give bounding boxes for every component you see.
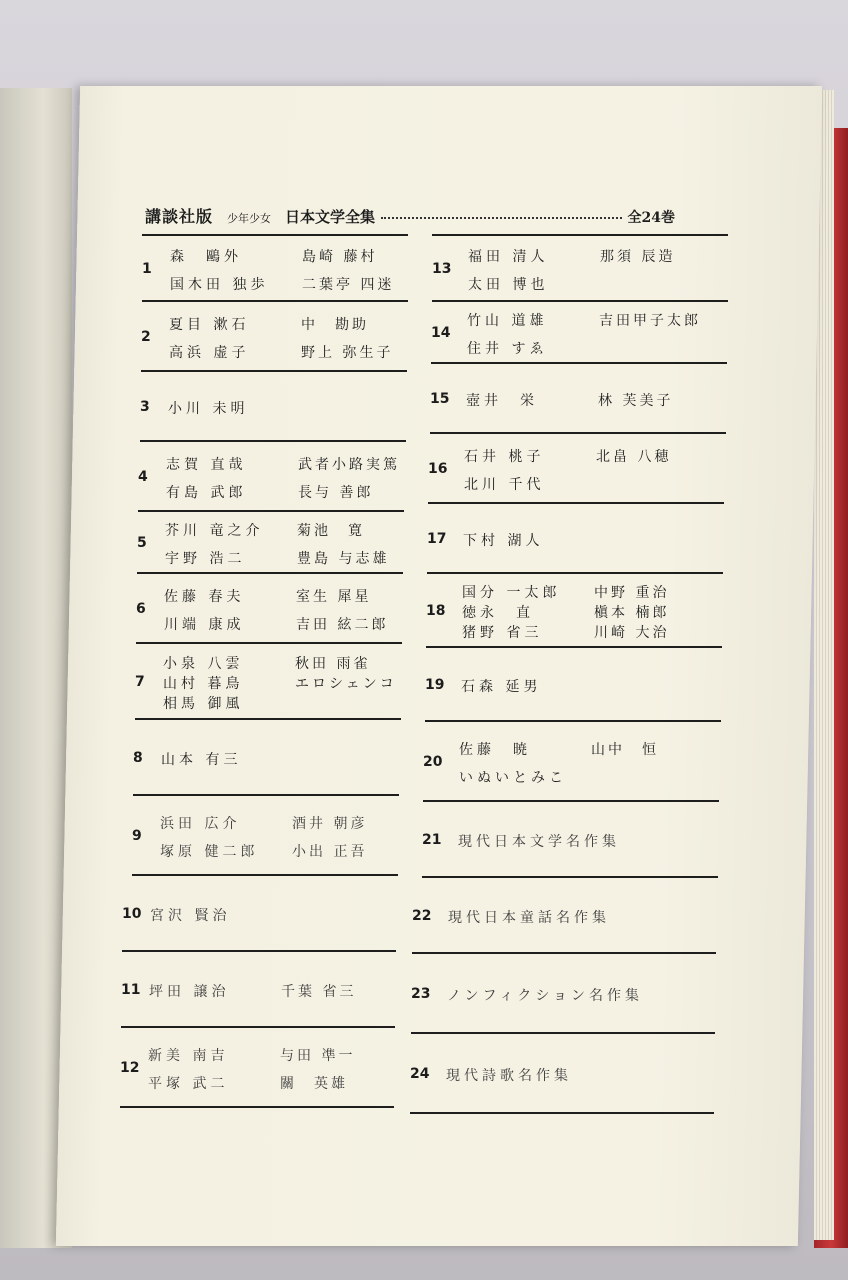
- author-name: 夏目 漱石: [169, 317, 250, 333]
- volume-entry-24: [410, 1034, 714, 1114]
- author-name: 現代詩歌名作集: [446, 1068, 572, 1084]
- author-name: 吉田 絃二郎: [296, 617, 389, 633]
- volume-number: 4: [138, 469, 148, 485]
- volume-number: 8: [133, 750, 143, 766]
- volume-number: 7: [135, 674, 145, 690]
- volume-entry-17: [427, 504, 723, 574]
- author-name: 現代日本文学名作集: [458, 834, 620, 850]
- author-name: 猪野 省三: [462, 625, 543, 641]
- volume-number: 20: [423, 754, 443, 770]
- volume-entry-2: [141, 302, 407, 372]
- volume-number: 23: [411, 986, 431, 1002]
- volume-entry-22: [412, 878, 716, 954]
- author-name: 那須 辰造: [600, 249, 676, 265]
- volume-number: 11: [121, 982, 141, 998]
- author-name: 太田 博也: [468, 277, 549, 293]
- volume-number: 12: [120, 1060, 140, 1076]
- author-name: 福田 清人: [468, 249, 549, 265]
- volume-number: 10: [122, 906, 142, 922]
- author-name: 与田 凖一: [280, 1048, 356, 1064]
- volume-number: 5: [137, 535, 147, 551]
- author-name: 中 勘助: [301, 317, 369, 333]
- author-name: 石森 延男: [461, 679, 542, 695]
- author-name: 酒井 朝彦: [292, 816, 368, 832]
- author-name: 徳永 直: [462, 605, 534, 621]
- volume-number: 19: [425, 677, 445, 693]
- volume-entry-8: [133, 720, 399, 796]
- author-name: 山中 恒: [591, 742, 659, 758]
- author-name: 森 鷗外: [170, 249, 242, 265]
- volume-number: 9: [132, 828, 142, 844]
- author-name: 相馬 御風: [163, 696, 244, 712]
- volume-number: 6: [136, 601, 146, 617]
- author-name: 高浜 虚子: [169, 345, 250, 361]
- author-name: 竹山 道雄: [467, 313, 548, 329]
- author-name: 島崎 藤村: [302, 249, 378, 265]
- volume-entry-12: [120, 1028, 394, 1108]
- volume-count: 全24巻: [627, 210, 675, 226]
- author-name: 下村 湖人: [463, 533, 544, 549]
- author-name: 壺井 栄: [466, 393, 538, 409]
- author-name: 豊島 与志雄: [297, 551, 390, 567]
- volume-entry-13: [432, 236, 728, 302]
- author-name: 武者小路実篤: [298, 457, 400, 473]
- author-name: 塚原 健二郎: [160, 844, 259, 860]
- author-name: エロシェンコ: [295, 676, 397, 692]
- author-name: 小泉 八雲: [163, 656, 244, 672]
- volume-entry-5: [137, 512, 403, 574]
- author-name: 關 英雄: [280, 1076, 348, 1092]
- author-name: 長与 善郎: [298, 485, 374, 501]
- author-name: 小出 正吾: [292, 844, 368, 860]
- volume-number: 21: [422, 832, 442, 848]
- author-name: 二葉亭 四迷: [302, 277, 395, 293]
- publisher-name: 講談社版: [145, 207, 214, 226]
- author-name: 坪田 譲治: [149, 984, 230, 1000]
- author-name: 小川 未明: [168, 401, 249, 417]
- author-name: 浜田 広介: [160, 816, 241, 832]
- divider-rule: [142, 234, 408, 236]
- volume-number: 17: [427, 531, 447, 547]
- author-name: 秋田 雨雀: [295, 656, 371, 672]
- author-name: 林 芙美子: [598, 393, 674, 409]
- author-name: 石井 桃子: [464, 449, 545, 465]
- volume-number: 16: [428, 461, 448, 477]
- author-name: 有島 武郎: [166, 485, 247, 501]
- divider-rule: [410, 1112, 714, 1114]
- volume-number: 15: [430, 391, 450, 407]
- author-name: 山本 有三: [161, 752, 242, 768]
- author-name: 宇野 浩二: [165, 551, 246, 567]
- volume-number: 3: [140, 399, 150, 415]
- author-name: 中野 重治: [594, 585, 670, 601]
- author-name: 現代日本童話名作集: [448, 910, 610, 926]
- volume-number: 24: [410, 1066, 430, 1082]
- volume-entry-18: [426, 574, 722, 648]
- volume-entry-9: [132, 796, 398, 876]
- divider-rule: [120, 1106, 394, 1108]
- author-name: 野上 弥生子: [301, 345, 394, 361]
- volume-entry-23: [411, 954, 715, 1034]
- author-name: いぬいとみこ: [459, 770, 567, 786]
- author-name: 平塚 武二: [148, 1076, 229, 1092]
- volume-number: 14: [431, 325, 451, 341]
- volume-entry-3: [140, 372, 406, 442]
- volume-entry-6: [136, 574, 402, 644]
- divider-rule: [432, 234, 728, 236]
- volume-number: 1: [142, 261, 152, 277]
- volume-entry-4: [138, 442, 404, 512]
- volume-entry-16: [428, 434, 724, 504]
- volume-entry-21: [422, 802, 718, 878]
- volume-entry-14: [431, 302, 727, 364]
- author-name: 室生 犀星: [296, 589, 372, 605]
- author-name: ノンフィクション名作集: [447, 988, 644, 1004]
- contents-header: [145, 204, 675, 228]
- volume-entry-15: [430, 364, 726, 434]
- volume-entry-10: [122, 876, 396, 952]
- author-name: 国木田 独歩: [170, 277, 269, 293]
- author-name: 国分 一太郎: [462, 585, 561, 601]
- volume-entry-7: [135, 644, 401, 720]
- series-label: 少年少女: [227, 212, 272, 225]
- author-name: 志賀 直哉: [166, 457, 247, 473]
- author-name: 佐藤 暁: [459, 742, 531, 758]
- author-name: 川崎 大治: [594, 625, 670, 641]
- author-name: 川端 康成: [164, 617, 245, 633]
- volume-number: 2: [141, 329, 151, 345]
- volume-number: 22: [412, 908, 432, 924]
- author-name: 北畠 八穂: [596, 449, 672, 465]
- volume-entry-11: [121, 952, 395, 1028]
- author-name: 千葉 省三: [281, 984, 357, 1000]
- author-name: 槇本 楠郎: [594, 605, 670, 621]
- author-name: 芥川 竜之介: [165, 523, 264, 539]
- volume-entry-19: [425, 648, 721, 722]
- author-name: 山村 暮鳥: [163, 676, 244, 692]
- author-name: 吉田甲子太郎: [599, 313, 701, 329]
- author-name: 菊池 寛: [297, 523, 365, 539]
- collection-title: 日本文学全集: [285, 208, 376, 226]
- author-name: 北川 千代: [464, 477, 545, 493]
- leader-dots: [381, 217, 621, 219]
- volume-entry-1: [142, 236, 408, 302]
- volume-number: 18: [426, 603, 446, 619]
- author-name: 住井 すゑ: [467, 341, 548, 357]
- volume-number: 13: [432, 261, 452, 277]
- volume-entry-20: [423, 722, 719, 802]
- author-name: 佐藤 春夫: [164, 589, 245, 605]
- author-name: 新美 南吉: [148, 1048, 229, 1064]
- author-name: 宮沢 賢治: [150, 908, 231, 924]
